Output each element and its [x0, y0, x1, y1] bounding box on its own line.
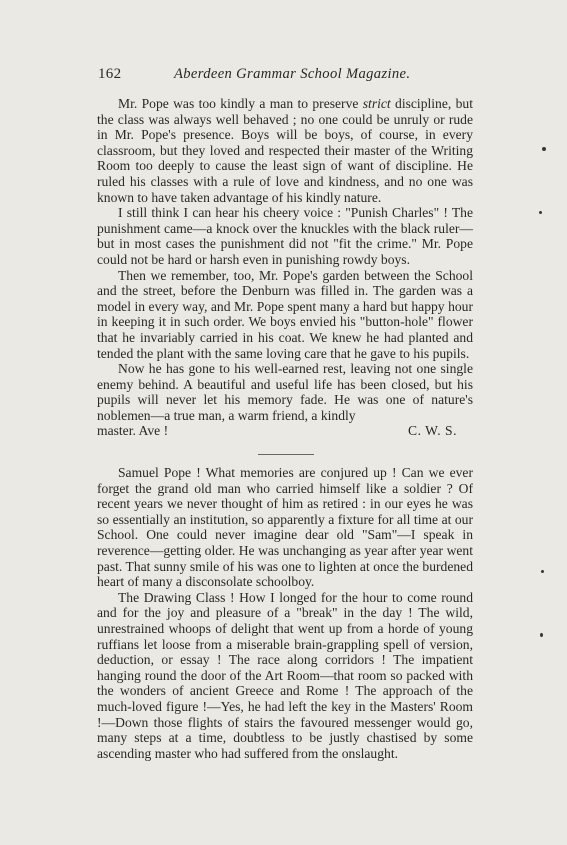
paragraph-text: Mr. Pope was too kindly a man to preserve — [118, 96, 363, 111]
closing-text: master. Ave ! — [97, 423, 169, 439]
ink-speck — [540, 633, 543, 637]
emphasis-strict: strict — [362, 96, 391, 111]
running-head — [98, 66, 472, 86]
section-divider — [258, 454, 314, 455]
ink-speck — [541, 570, 544, 573]
paragraph-drawing-class: The Drawing Class ! How I longed for the hour to come round and for the joy and pleasure of a "break" in the day ! The wild, unrestrained whoops of delight that went up from a horde of young ruffians let loose from a miserable brain-grappling spell of version, deduction, or essay ! The race along corridors ! The impatient hanging round the door of the Art Room—that room so packed with the wonders of ancient Greece and Rome ! The approach of the much-loved figure !—Yes, he had left the key in the Masters' Room !—Down those flights of stairs the favoured messenger would go, many steps at a time, doubtless to be justly chastised by some ascending master who had suffered from the onslaught. — [97, 589, 473, 761]
tribute-article-memories — [97, 465, 473, 761]
paragraph-samuel-pope: Samuel Pope ! What memories are conjured up ! Can we ever forget the grand old man who carried himself like a soldier ? Of recent years we never thought of him as retired : in our eyes he was so essentially an institution, so apparently a fixture for all time at our School. One could never imagine dear old "Sam"—I speak in reverence—getting older. He was unchanging as year after year went past. That sunny smile of his was one to lighten at once the burdened heart of many a disconsolate schoolboy. — [97, 465, 473, 590]
ink-speck — [539, 211, 542, 214]
page-number: 162 — [98, 66, 122, 82]
paragraph-rest: Now he has gone to his well-earned rest, leaving not one single enemy behind. A beautiful and useful life has been closed, but his pupils will never let his memory fade. He was one of nature's noblemen—a true man, a warm friend, a kindly — [97, 361, 473, 423]
paragraph-garden: Then we remember, too, Mr. Pope's garden between the School and the street, before the Denburn was filled in. The garden was a model in every way, and Mr. Pope spent many a hard but happy hour in keeping it in such order. We boys envied his "button-hole" flower that he invariably carried in his coat. We knew he had planted and tended the plant with the same loving care that he gave to his pupils. — [97, 267, 473, 361]
journal-title: Aberdeen Grammar School Magazine. — [174, 66, 411, 82]
paragraph-punishment: I still think I can hear his cheery voice : "Punish Charles" ! The punishment came—a knock over the knuckles with the black ruler—but in most cases the punishment did not "fit the crime." Mr. Pope could not be hard or harsh even in punishing rowdy boys. — [97, 205, 473, 267]
author-initials: C. W. S. — [408, 423, 457, 439]
ink-speck — [542, 147, 546, 151]
paragraph-discipline — [97, 96, 473, 205]
paragraph-text: discipline, but the class was always well behaved ; no one could be unruly or rude in Mr. Pope's presence. Boys will be boys, of course, in every classroom, but they loved and respected their master of the Writing Room too deeply to cause the least sign of want of discipline. He ruled his classes with a rule of love and kindness, and no one was known to have taken advantage of his kindly nature. — [97, 96, 473, 205]
tribute-article-cws — [97, 96, 473, 439]
signature-line — [97, 423, 473, 439]
